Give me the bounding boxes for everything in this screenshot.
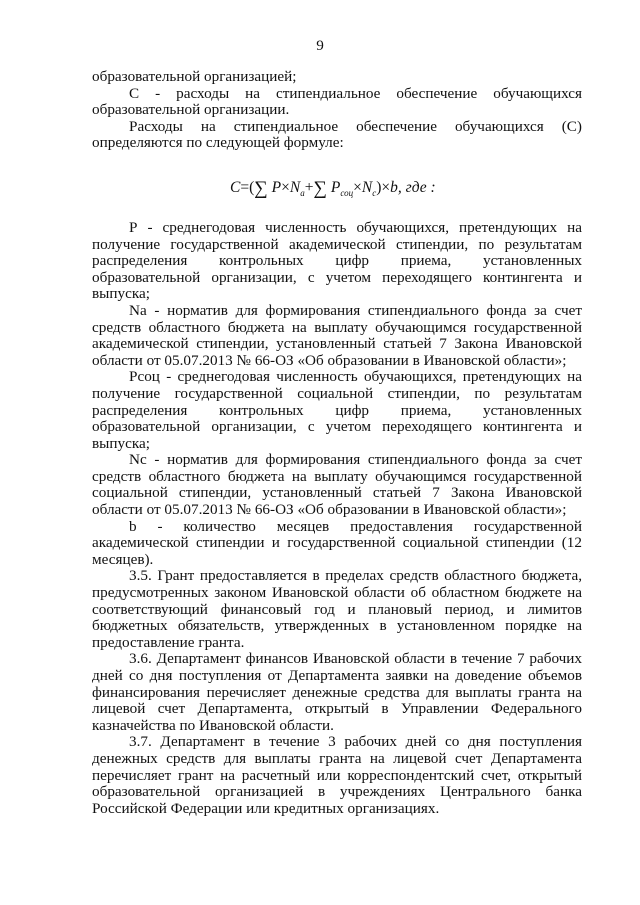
- formula-close: ): [376, 178, 382, 196]
- formula-p-soc: P: [330, 178, 341, 196]
- paragraph-3-7: 3.7. Департамент в течение 3 рабочих дней со дня поступления денежных средств для выплаты гранта на лицевой счет Департамента перечисляет грант на расчетный или корреспондентский счет, открытый образовательной организацией в учреждениях Центрального банка Российской Федерации или кредитных организациях.: [92, 733, 582, 817]
- formula-sub-a: a: [300, 188, 305, 199]
- paragraph-formula-intro: Расходы на стипендиальное обеспечение обучающихся (С) определяются по следующей формуле:: [92, 117, 582, 152]
- formula-sub-soc: соц: [340, 188, 354, 199]
- document-body: [92, 69, 582, 817]
- formula-n-c: N: [361, 178, 373, 196]
- formula-p: P: [271, 178, 282, 196]
- paragraph-psoc-definition: Рсоц - среднегодовая численность обучающихся, претендующих на получение государственной социальной стипендии, по результатам распределения контрольных цифр приема, установленных образовательной организации, с учетом переходящего контингента и выпуска;: [92, 368, 582, 452]
- paragraph-b-definition: b - количество месяцев предоставления государственной академической стипендии и государственной социальной стипендии (12 месяцев).: [92, 517, 582, 568]
- paragraph-c-definition: С - расходы на стипендиальное обеспечение обучающихся образовательной организации.: [92, 84, 582, 119]
- formula-lhs: C: [230, 178, 241, 196]
- paragraph-nc-definition: Nc - норматив для формирования стипендиального фонда за счет средств областного бюджета на выплату обучающимся государственной социальной стипендии, установленный статьей 7 Закона Ивановской области от 05.07.2013 № 66-ОЗ «Об образовании в Ивановской области»;: [92, 451, 582, 519]
- paragraph-continuation: образовательной организацией;: [92, 68, 297, 85]
- formula-tail: b, где :: [390, 178, 436, 196]
- formula-block: [92, 152, 582, 220]
- paragraph-3-6: 3.6. Департамент финансов Ивановской области в течение 7 рабочих дней со дня поступления от Департамента заявки на доведение объемов финансирования перечисляет денежные средства для выплаты гранта на лицевой счет Департамента, открытый в Управлении Федерального казначейства по Ивановской области.: [92, 650, 582, 734]
- sum-symbol-1: ∑: [254, 177, 268, 199]
- sum-symbol-2: ∑: [313, 177, 328, 199]
- formula-plus: +: [304, 178, 314, 196]
- formula-n-a: N: [289, 178, 301, 196]
- paragraph-p-definition: Р - среднегодовая численность обучающихся, претендующих на получение государственной академической стипендии, по результатам распределения контрольных цифр приема, установленных образовательной организации, с учетом переходящего контингента и выпуска;: [92, 218, 582, 303]
- formula-equals: =(: [240, 178, 255, 196]
- page-number: 9: [316, 37, 324, 54]
- paragraph-na-definition: Na - норматив для формирования стипендиального фонда за счет средств областного бюджета на выплату обучающимся государственной академической стипендии, установленный статьей 7 Закона Ивановской области от 05.07.2013 № 66-ОЗ «Об образовании в Ивановской области»;: [92, 301, 582, 369]
- formula-sub-c: с: [372, 188, 377, 199]
- formula: [230, 179, 436, 202]
- formula-times-1: ×: [281, 178, 290, 196]
- formula-times-2: ×: [353, 178, 362, 196]
- formula-times-3: ×: [381, 178, 391, 196]
- paragraph-3-5: 3.5. Грант предоставляется в пределах средств областного бюджета, предусмотренных законом Ивановской области об областном бюджете на соответствующий финансовый год и плановый период, и лимитов бюджетных обязательств, утвержденных в установленном порядке на предоставление гранта.: [92, 567, 582, 651]
